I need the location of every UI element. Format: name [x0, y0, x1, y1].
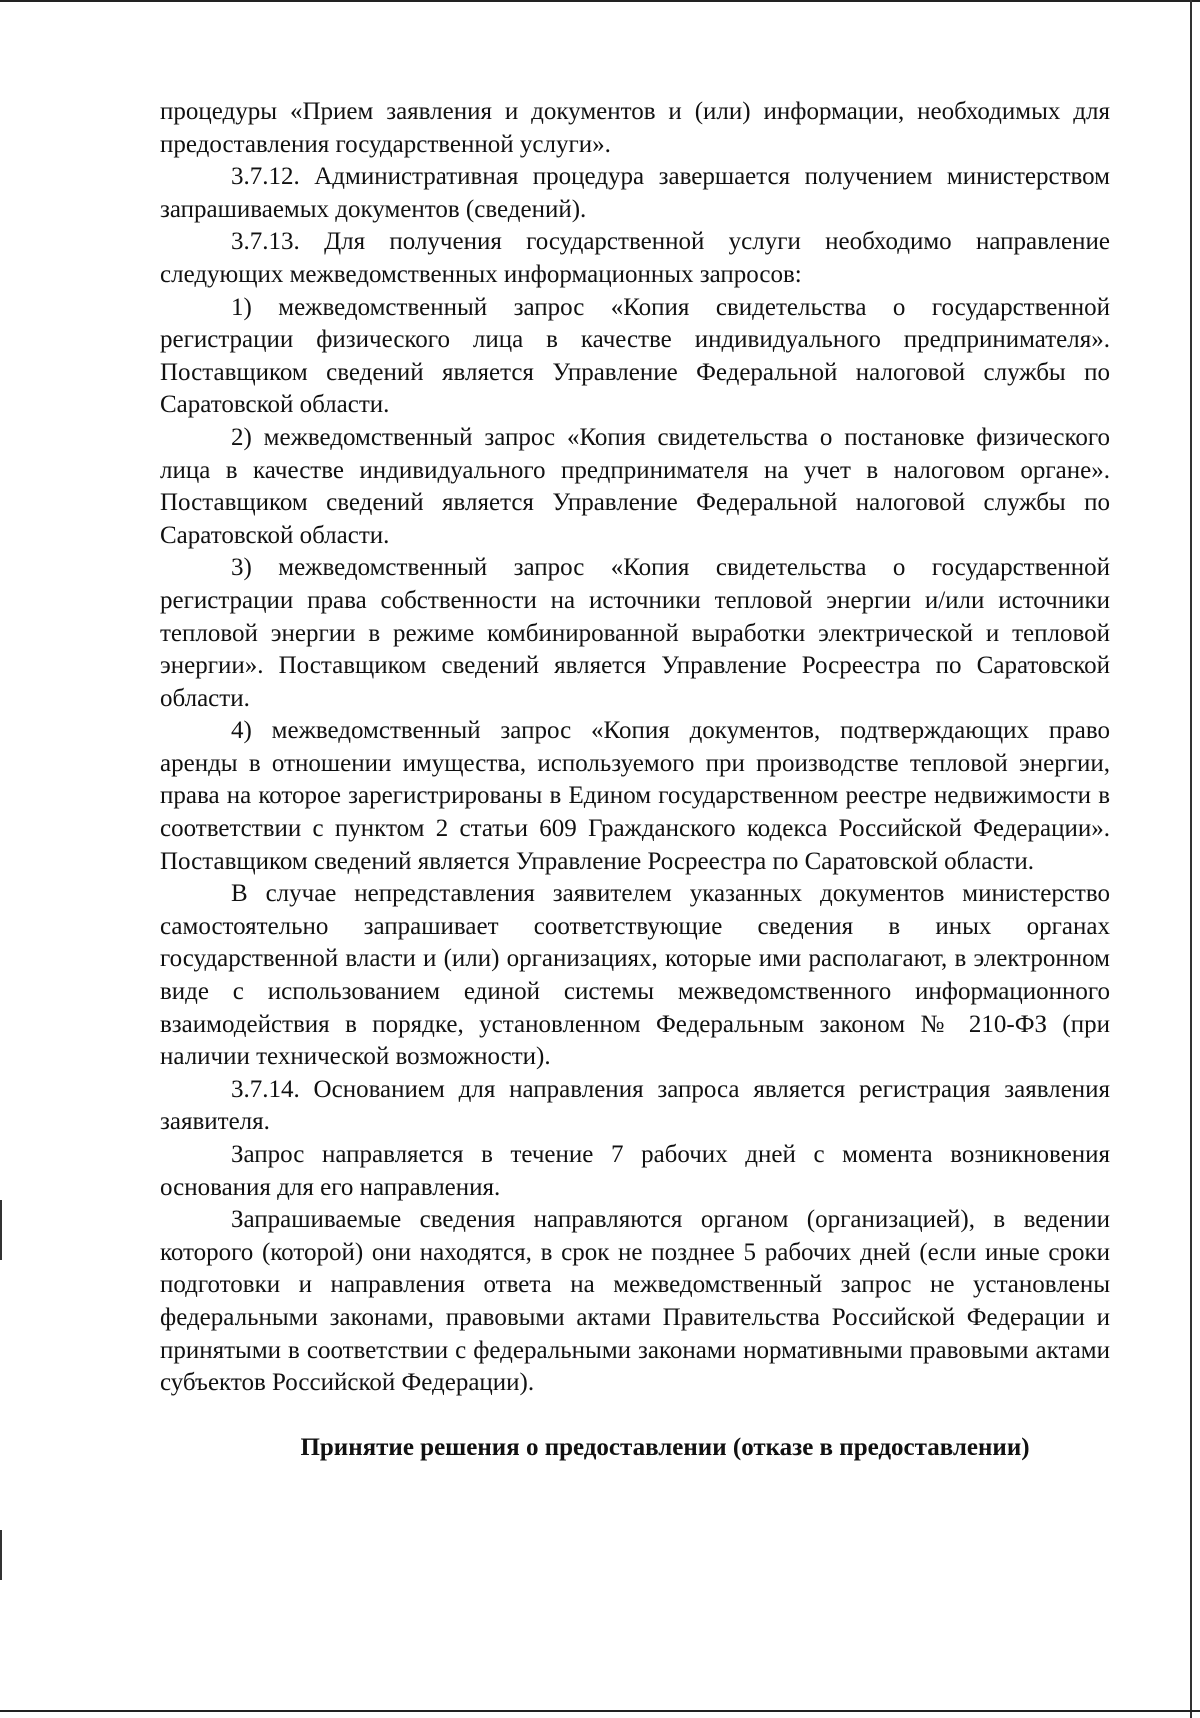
paragraph: процедуры «Прием заявления и документов и (или) информации, необходимых для предоставления государственной услуги».: [160, 98, 1110, 158]
paragraph: Запрашиваемые сведения направляются органом (организацией), в ведении которого (которой) они находятся, в срок не позднее 5 рабочих дней (если иные сроки подготовки и направления ответа на межведомственный запрос не установлены федеральными законами, правовыми актами Правительства Российской Федерации и принятыми в соответствии с федеральными законами нормативными правовыми актами субъектов Российской Федерации).: [160, 1206, 1110, 1397]
document-page: [160, 96, 1110, 1464]
paragraph: 3) межведомственный запрос «Копия свидетельства о государственной регистрации права собственности на источники тепловой энергии и/или источники тепловой энергии в режиме комбинированной выработки электрической и тепловой энергии». Поставщиком сведений является Управление Росреестра по Саратовской области.: [160, 554, 1110, 712]
paragraph: 3.7.13. Для получения государственной услуги необходимо направление следующих межведомственных информационных запросов:: [160, 228, 1110, 288]
scan-edge-bottom: [0, 1710, 1200, 1712]
paragraph: 1) межведомственный запрос «Копия свидетельства о государственной регистрации физического лица в качестве индивидуального предпринимателя». Поставщиком сведений является Управление Федеральной налоговой службы по Саратовской области.: [160, 293, 1110, 419]
paragraph: 4) межведомственный запрос «Копия документов, подтверждающих право аренды в отношении имущества, используемого при производстве тепловой энергии, права на которое зарегистрированы в Едином государственном реестре недвижимости в соответствии с пунктом 2 статьи 609 Гражданского кодекса Российской Федерации». Поставщиком сведений является Управление Росреестра по Саратовской области.: [160, 717, 1110, 875]
scan-mark-left: [0, 1530, 2, 1580]
paragraph: В случае непредставления заявителем указанных документов министерство самостоятельно запрашивает соответствующие сведения в иных органах государственной власти и (или) организациях, которые ими располагают, в электронном виде с использованием единой системы межведомственного информационного взаимодействия в порядке, установленном Федеральным законом № 210-ФЗ (при наличии технической возможности).: [160, 880, 1110, 1071]
scan-mark-left: [0, 1200, 2, 1260]
paragraph: 3.7.12. Административная процедура завершается получением министерством запрашиваемых документов (сведений).: [160, 163, 1110, 223]
paragraph: 3.7.14. Основанием для направления запроса является регистрация заявления заявителя.: [160, 1075, 1110, 1136]
section-heading: Принятие решения о предоставлении (отказе в предоставлении): [300, 1433, 1030, 1461]
scan-edge-top: [0, 0, 1200, 2]
paragraph: 2) межведомственный запрос «Копия свидетельства о постановке физического лица в качестве индивидуального предпринимателя на учет в налоговом органе». Поставщиком сведений является Управление Федеральной налоговой службы по Саратовской области.: [160, 423, 1110, 549]
scan-edge-right: [1190, 0, 1192, 1718]
paragraph: Запрос направляется в течение 7 рабочих дней с момента возникновения основания для его направления.: [160, 1141, 1110, 1201]
